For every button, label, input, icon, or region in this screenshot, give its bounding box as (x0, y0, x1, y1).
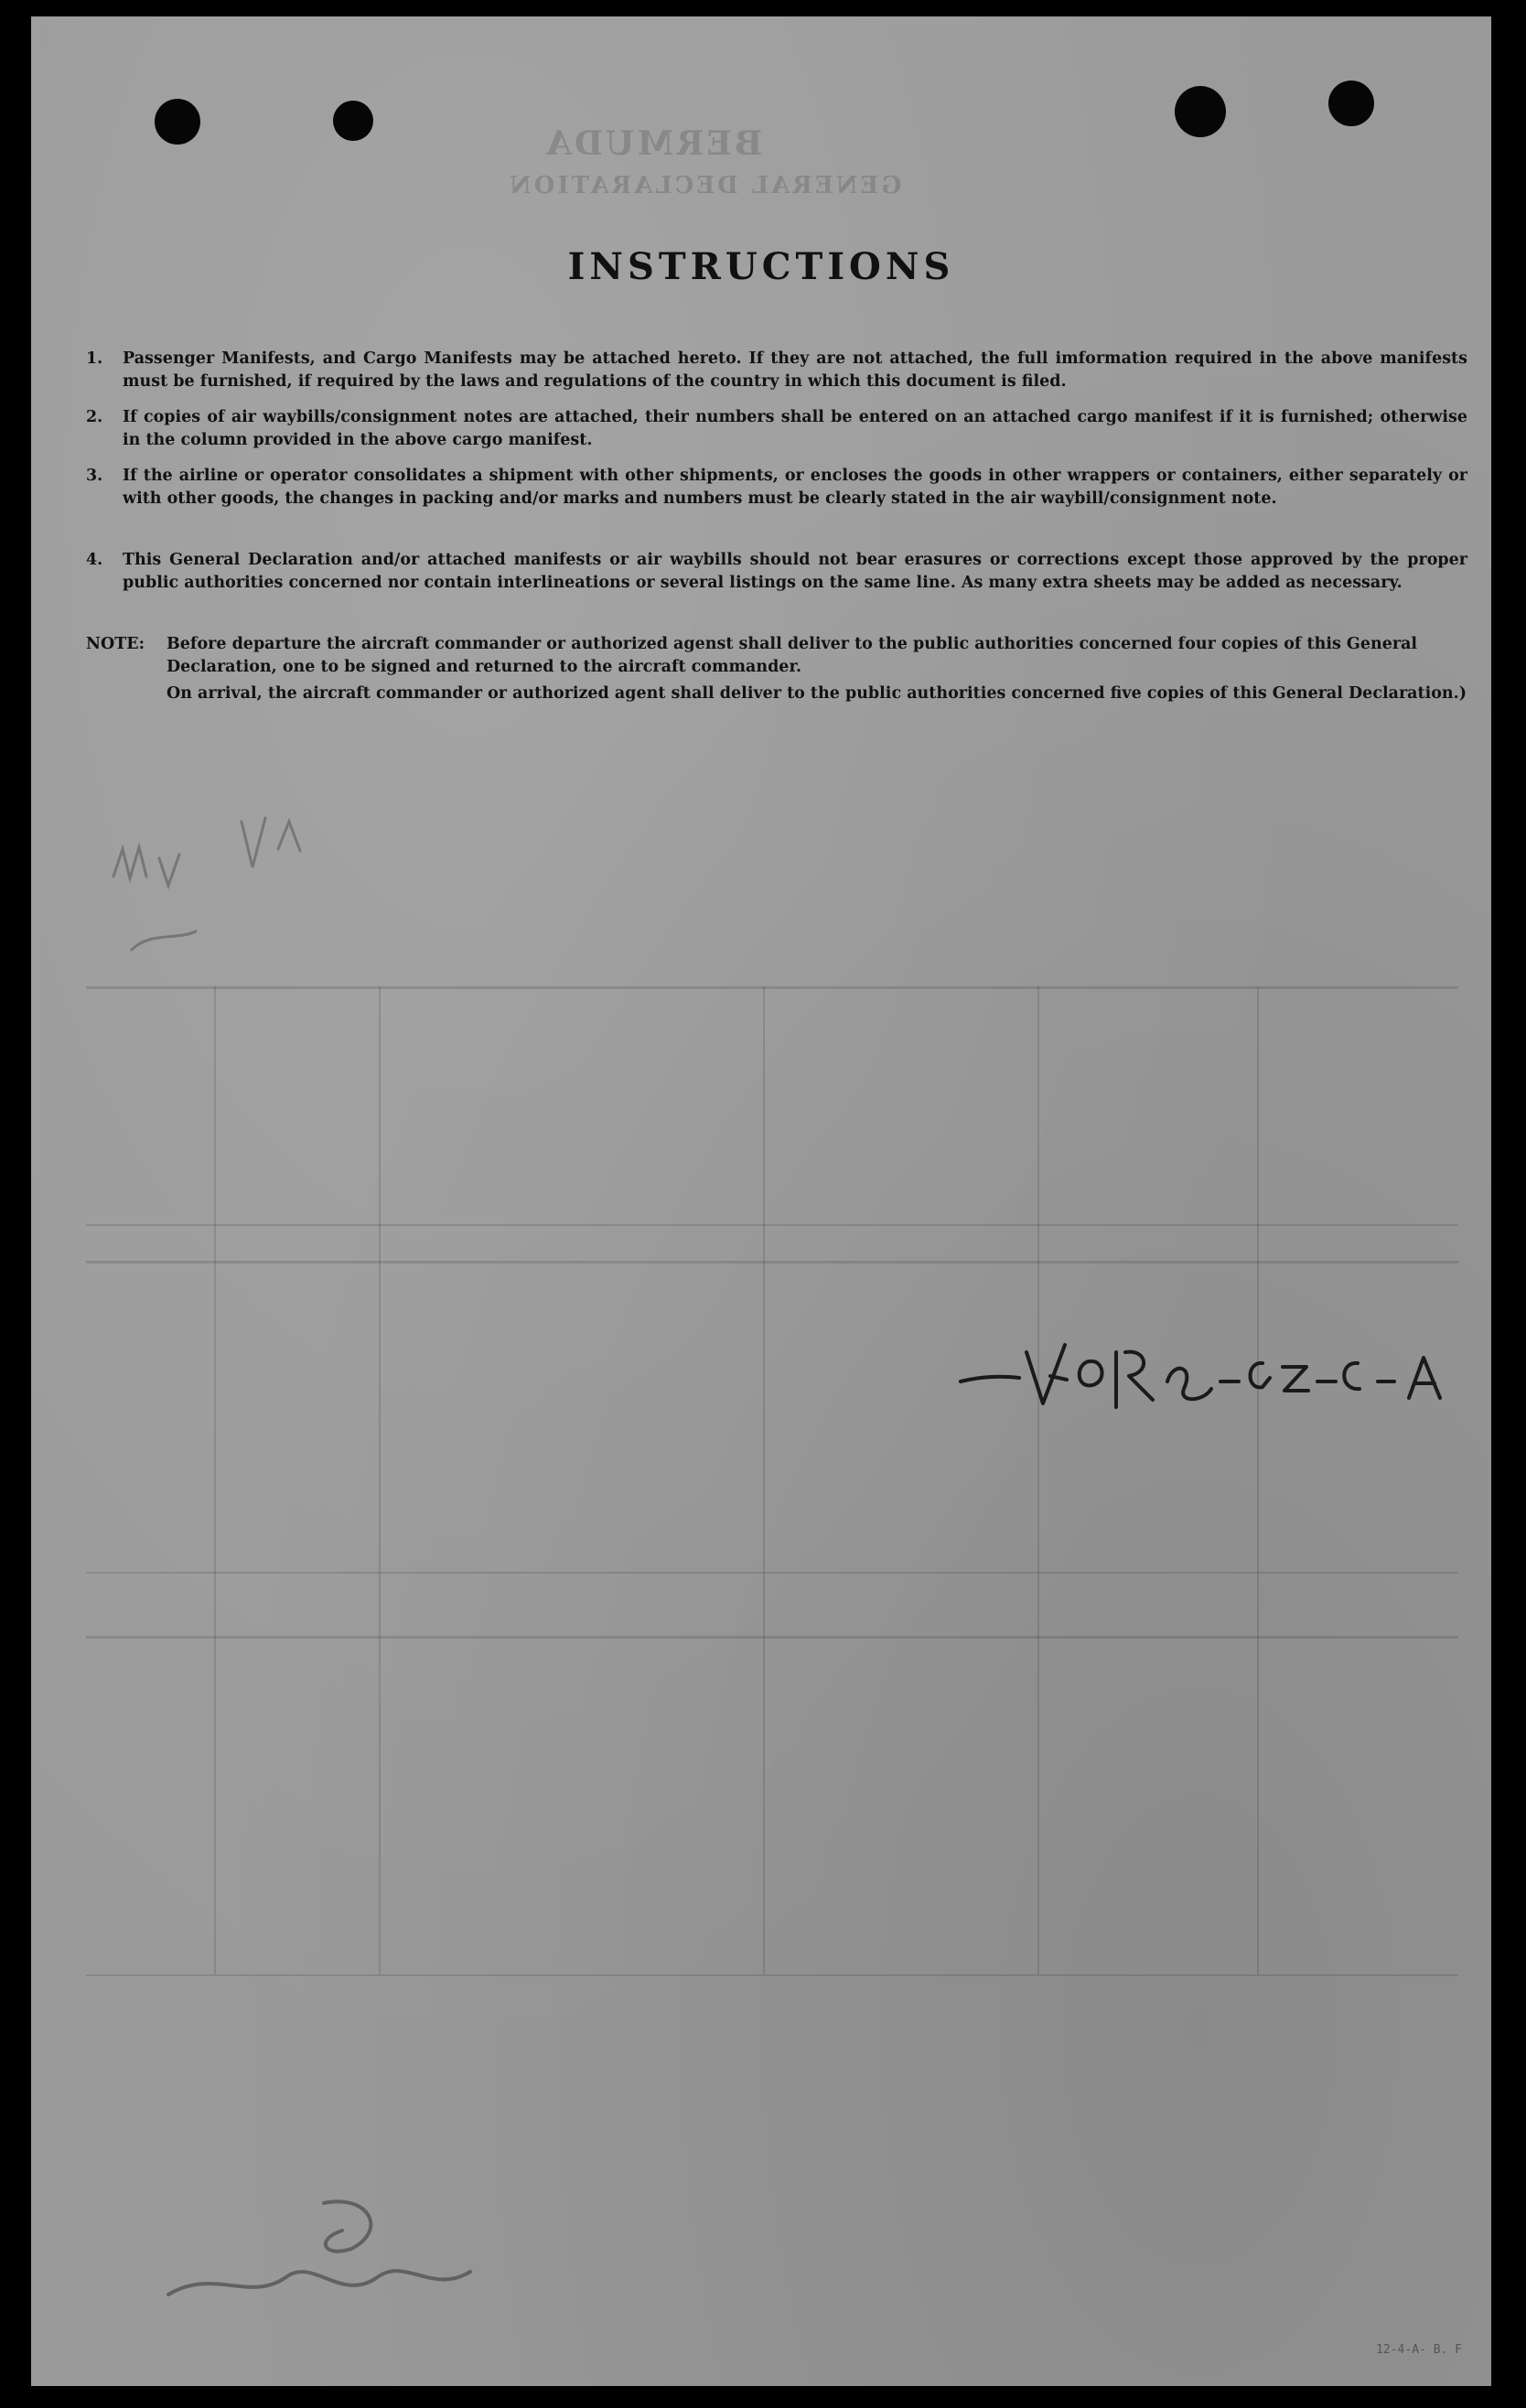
punch-hole-right-2 (1328, 81, 1374, 126)
page-title: INSTRUCTIONS (567, 245, 955, 288)
bleed-through-rule-6 (86, 1974, 1458, 1976)
bleed-through-col-1 (214, 986, 216, 1974)
handwritten-annotation (955, 1325, 1449, 1425)
instruction-number: 4. (86, 551, 103, 569)
instruction-item (86, 549, 1467, 595)
instruction-text: Passenger Manifests, and Cargo Manifests may be attached hereto. If they are not attached, the full imformation required in the above manifests must be furnished, if required by the laws and regulations of the country in which this document is filed. (123, 349, 1467, 391)
bleed-through-subheading: GENERAL DECLARATION (507, 172, 902, 199)
bleed-through-col-4 (1037, 986, 1039, 1974)
instruction-text: If copies of air waybills/consignment notes are attached, their numbers shall be entered on an attached cargo manifest if it is furnished; otherwise in the column provided in the above cargo manifest. (123, 408, 1467, 449)
instruction-item (86, 348, 1467, 393)
instruction-item (86, 406, 1467, 452)
signature-mark (159, 2185, 489, 2322)
note-label: NOTE: (86, 635, 145, 653)
instruction-number: 3. (86, 467, 103, 485)
punch-hole-left-1 (155, 99, 200, 145)
bleed-through-col-2 (379, 986, 381, 1974)
bleed-through-rule-2 (86, 1224, 1458, 1226)
instruction-number: 2. (86, 408, 103, 426)
bleed-through-heading: BERMUDA (543, 124, 763, 163)
punch-hole-left-2 (333, 101, 373, 141)
punch-hole-right-1 (1175, 86, 1226, 137)
instruction-item (86, 465, 1467, 511)
note-departure-text: Before departure the aircraft commander or authorized agenst shall deliver to the public authorities concerned four copies of this General Declaration, one to be signed and returned to the aircraft commander. (167, 635, 1418, 676)
instruction-text: This General Declaration and/or attached manifests or air waybills should not bear erasures or corrections except those approved by the proper public authorities concerned nor contain interlineations or several listings on the same line. As many extra sheets may be added as necessary. (123, 551, 1467, 592)
bleed-through-rule-4 (86, 1572, 1458, 1574)
bleed-through-rule-5 (86, 1636, 1458, 1639)
bleed-through-col-3 (763, 986, 765, 1974)
document-page (31, 16, 1491, 2386)
instruction-number: 1. (86, 349, 103, 368)
bleed-through-rule-1 (86, 986, 1458, 989)
bleed-through-rule-3 (86, 1261, 1458, 1263)
bleed-through-col-5 (1257, 986, 1259, 1974)
pencil-scribble-marks (95, 794, 333, 977)
instruction-text: If the airline or operator consolidates a shipment with other shipments, or encloses the goods in other wrappers or containers, either separately or with other goods, the changes in packing and/or marks and numbers must be clearly stated in the air waybill/consignment note. (123, 467, 1467, 508)
form-stamp-code: 12-4-A- B. F (1376, 2343, 1462, 2357)
note-block (86, 633, 1467, 709)
note-arrival-text: On arrival, the aircraft commander or authorized agent shall deliver to the public authorities concerned five copies of this General Declaration.) (167, 684, 1467, 703)
